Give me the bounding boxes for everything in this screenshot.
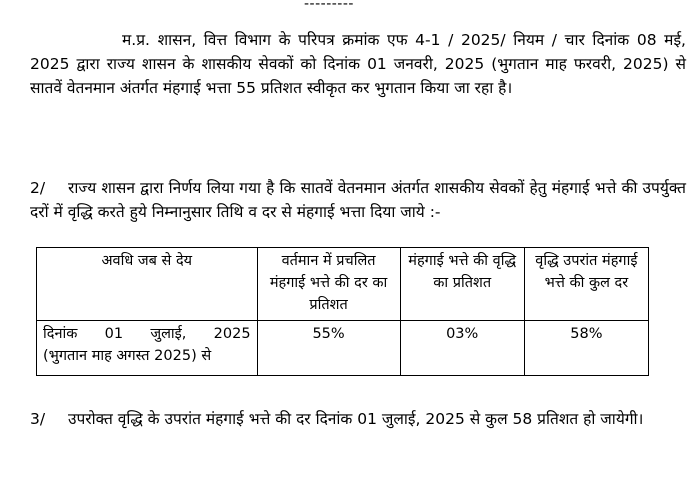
header-current-rate: वर्तमान में प्रचलित मंहगाई भत्ते की दर का प्रतिशत (257, 248, 400, 321)
table-row (37, 321, 649, 376)
cell-period-line-2: (भुगतान माह अगस्त 2025) से (43, 348, 212, 364)
paragraph-1: म.प्र. शासन, वित्त विभाग के परिपत्र क्रमांक एफ 4-1 / 2025/ नियम / चार दिनांक 08 मई, 2025 द्वारा राज्य शासन के शासकीय सेवकों को दिनांक 01 जनवरी, 2025 (भुगतान माह फरवरी, 2025) से सातवें वेतनमान अंतर्गत मंहगाई भत्ता 55 प्रतिशत स्वीकृत कर भुगतान किया जा रहा है। (30, 31, 686, 97)
paragraph-2-number: 2/ (30, 179, 46, 197)
dearness-allowance-table (36, 247, 649, 376)
cell-total-rate: 58% (524, 321, 648, 376)
paragraph-2 (30, 176, 686, 224)
paragraph-3-number: 3/ (30, 410, 46, 428)
paragraph-3 (30, 407, 686, 431)
cell-period (37, 321, 258, 376)
table-header-row (37, 248, 649, 321)
header-period: अवधि जब से देय (37, 248, 258, 321)
header-increase: मंहगाई भत्ते की वृद्धि का प्रतिशत (400, 248, 524, 321)
paragraph-2-text: राज्य शासन द्वारा निर्णय लिया गया है कि सातवें वेतनमान अंतर्गत शासकीय सेवकों हेतु मंहगाई भत्ते की उपर्युक्त दरों में वृद्धि करते हुये निम्नानुसार तिथि व दर से मंहगाई भत्ता दिया जाये :- (30, 179, 686, 221)
paragraph-3-text: उपरोक्त वृद्धि के उपरांत मंहगाई भत्ते की दर दिनांक 01 जुलाई, 2025 से कुल 58 प्रतिशत हो जायेगी। (68, 410, 644, 428)
cell-increase: 03% (400, 321, 524, 376)
cell-period-line-1: दिनांक 01 जुलाई, 2025 (43, 326, 251, 342)
cell-current-rate: 55% (257, 321, 400, 376)
header-total-rate: वृद्धि उपरांत मंहगाई भत्ते की कुल दर (524, 248, 648, 321)
separator-line: --------- (304, 0, 354, 12)
